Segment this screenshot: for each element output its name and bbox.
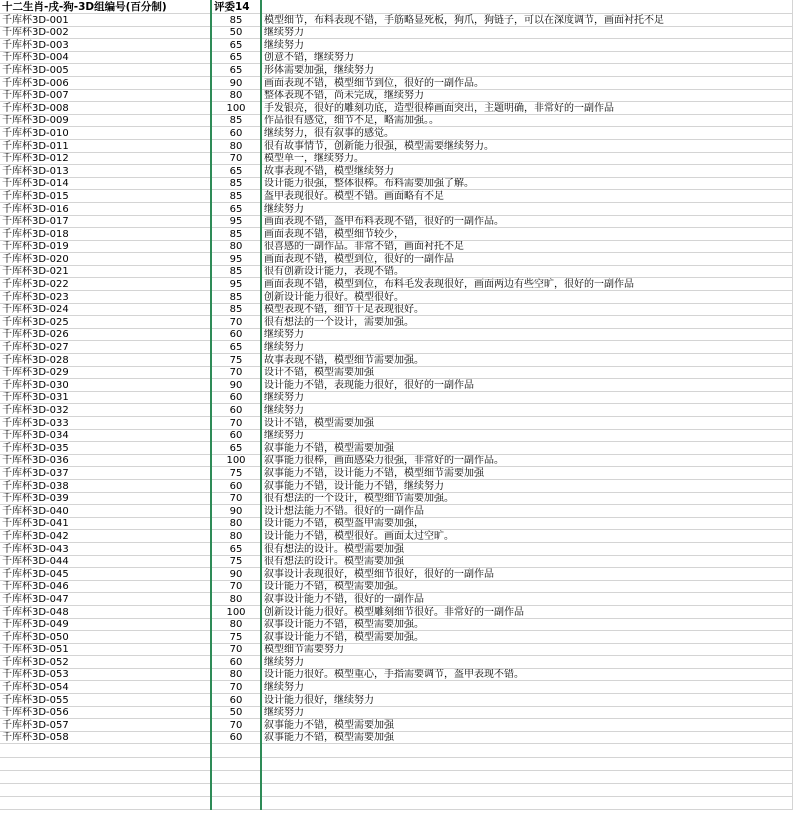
- entry-id-cell[interactable]: 千库杯3D-007: [0, 89, 211, 102]
- comment-cell[interactable]: 整体表现不错，尚未完成，继续努力: [261, 89, 793, 102]
- table-row: [0, 568, 793, 581]
- empty-cell[interactable]: [261, 757, 793, 770]
- score-cell[interactable]: 75: [211, 631, 261, 644]
- table-row: [0, 643, 793, 656]
- score-cell[interactable]: 60: [211, 479, 261, 492]
- score-cell[interactable]: 100: [211, 454, 261, 467]
- entry-id-cell[interactable]: 千库杯3D-030: [0, 379, 211, 392]
- header-comment-cell[interactable]: [261, 0, 793, 14]
- table-row: [0, 354, 793, 367]
- score-cell[interactable]: 95: [211, 253, 261, 266]
- table-row: [0, 127, 793, 140]
- entry-id-cell[interactable]: 千库杯3D-051: [0, 643, 211, 656]
- score-cell[interactable]: 80: [211, 89, 261, 102]
- entry-id-cell[interactable]: 千库杯3D-040: [0, 505, 211, 518]
- score-cell[interactable]: 70: [211, 580, 261, 593]
- empty-cell[interactable]: [261, 770, 793, 783]
- table-row: [0, 555, 793, 568]
- table-row: [0, 366, 793, 379]
- score-cell[interactable]: 80: [211, 139, 261, 152]
- table-row: [0, 165, 793, 178]
- comment-cell[interactable]: 继续努力: [261, 39, 793, 52]
- entry-id-cell[interactable]: 千库杯3D-036: [0, 454, 211, 467]
- comment-cell[interactable]: 继续努力: [261, 656, 793, 669]
- score-cell[interactable]: 70: [211, 316, 261, 329]
- score-cell[interactable]: 65: [211, 165, 261, 178]
- comment-cell[interactable]: 盔甲表现很好。模型不错。画面略有不足: [261, 190, 793, 203]
- entry-id-cell[interactable]: 千库杯3D-050: [0, 631, 211, 644]
- table-row: [0, 656, 793, 669]
- entry-id-cell[interactable]: 千库杯3D-014: [0, 177, 211, 190]
- header-score-cell[interactable]: 评委14: [211, 0, 261, 14]
- score-cell[interactable]: 65: [211, 202, 261, 215]
- entry-id-cell[interactable]: 千库杯3D-010: [0, 127, 211, 140]
- entry-id-cell[interactable]: 千库杯3D-048: [0, 605, 211, 618]
- score-cell[interactable]: 90: [211, 568, 261, 581]
- table-row: [0, 190, 793, 203]
- entry-id-cell[interactable]: 千库杯3D-032: [0, 404, 211, 417]
- comment-cell[interactable]: 叙事能力不错，设计能力不错，继续努力: [261, 479, 793, 492]
- comment-cell[interactable]: 形体需要加强，继续努力: [261, 64, 793, 77]
- comment-cell[interactable]: 设计能力很强，整体很棒。布料需要加强了解。: [261, 177, 793, 190]
- score-cell[interactable]: 90: [211, 379, 261, 392]
- table-row: [0, 240, 793, 253]
- table-row: [0, 202, 793, 215]
- comment-cell[interactable]: 继续努力: [261, 391, 793, 404]
- comment-cell[interactable]: 叙事设计表现很好，模型细节很好，很好的一副作品: [261, 568, 793, 581]
- score-cell[interactable]: 80: [211, 593, 261, 606]
- table-row: [0, 618, 793, 631]
- entry-id-cell[interactable]: 千库杯3D-057: [0, 719, 211, 732]
- comment-cell[interactable]: 创意不错，继续努力: [261, 51, 793, 64]
- score-cell[interactable]: 80: [211, 517, 261, 530]
- comment-cell[interactable]: 很有创新设计能力，表现不错。: [261, 265, 793, 278]
- entry-id-cell[interactable]: 千库杯3D-026: [0, 328, 211, 341]
- table-row: [0, 417, 793, 430]
- table-row: [0, 593, 793, 606]
- comment-cell[interactable]: 很有想法的一个设计，模型细节需要加强。: [261, 492, 793, 505]
- table-row: [0, 26, 793, 39]
- score-cell[interactable]: 90: [211, 76, 261, 89]
- entry-id-cell[interactable]: 千库杯3D-056: [0, 706, 211, 719]
- score-cell[interactable]: 70: [211, 366, 261, 379]
- table-row: [0, 228, 793, 241]
- table-row: [0, 379, 793, 392]
- score-cell[interactable]: 75: [211, 555, 261, 568]
- comment-cell[interactable]: 设计能力很好，继续努力: [261, 694, 793, 707]
- entry-id-cell[interactable]: 千库杯3D-018: [0, 228, 211, 241]
- score-cell[interactable]: 60: [211, 731, 261, 744]
- empty-row: [0, 784, 793, 797]
- score-cell[interactable]: 85: [211, 303, 261, 316]
- comment-cell[interactable]: 画面表现不错，模型细节到位，很好的一副作品。: [261, 76, 793, 89]
- entry-id-cell[interactable]: 千库杯3D-034: [0, 429, 211, 442]
- score-cell[interactable]: 60: [211, 328, 261, 341]
- comment-cell[interactable]: 很有想法的设计。模型需要加强: [261, 542, 793, 555]
- score-cell[interactable]: 70: [211, 492, 261, 505]
- empty-row: [0, 744, 793, 757]
- score-cell[interactable]: 60: [211, 127, 261, 140]
- empty-cell[interactable]: [0, 784, 211, 797]
- table-row: [0, 681, 793, 694]
- entry-id-cell[interactable]: 千库杯3D-021: [0, 265, 211, 278]
- table-row: [0, 530, 793, 543]
- table-row: [0, 64, 793, 77]
- score-cell[interactable]: 85: [211, 14, 261, 27]
- score-cell[interactable]: 85: [211, 265, 261, 278]
- entry-id-cell[interactable]: 千库杯3D-046: [0, 580, 211, 593]
- score-cell[interactable]: 80: [211, 530, 261, 543]
- entry-id-cell[interactable]: 千库杯3D-054: [0, 681, 211, 694]
- table-row: [0, 102, 793, 115]
- comment-cell[interactable]: 叙事能力不错，设计能力不错，模型细节需要加强: [261, 467, 793, 480]
- score-cell[interactable]: 85: [211, 291, 261, 304]
- table-row: [0, 341, 793, 354]
- entry-id-cell[interactable]: 千库杯3D-023: [0, 291, 211, 304]
- score-cell[interactable]: 80: [211, 240, 261, 253]
- comment-cell[interactable]: 模型细节，布料表现不错，手筋略显死板，狗爪，狗链子，可以在深度调节，画面衬托不足: [261, 14, 793, 27]
- score-cell[interactable]: 95: [211, 215, 261, 228]
- empty-cell[interactable]: [261, 744, 793, 757]
- score-cell[interactable]: 65: [211, 542, 261, 555]
- entry-id-cell[interactable]: 千库杯3D-027: [0, 341, 211, 354]
- comment-cell[interactable]: 创新设计能力很好。模型雕刻细节很好。非常好的一副作品: [261, 605, 793, 618]
- table-row: [0, 89, 793, 102]
- table-row: [0, 328, 793, 341]
- table-row: [0, 139, 793, 152]
- comment-cell[interactable]: 很有想法的一个设计，需要加强。: [261, 316, 793, 329]
- table-row: [0, 580, 793, 593]
- table-row: [0, 517, 793, 530]
- entry-id-cell[interactable]: 千库杯3D-044: [0, 555, 211, 568]
- empty-cell[interactable]: [0, 770, 211, 783]
- table-row: [0, 668, 793, 681]
- comment-cell[interactable]: 故事表现不错，模型继续努力: [261, 165, 793, 178]
- score-cell[interactable]: 60: [211, 391, 261, 404]
- score-cell[interactable]: 65: [211, 39, 261, 52]
- comment-cell[interactable]: 设计能力不错，表现能力很好，很好的一副作品: [261, 379, 793, 392]
- empty-cell[interactable]: [261, 797, 793, 810]
- table-row: [0, 631, 793, 644]
- score-cell[interactable]: 70: [211, 417, 261, 430]
- table-row: [0, 215, 793, 228]
- entry-id-cell[interactable]: 千库杯3D-020: [0, 253, 211, 266]
- table-row: [0, 605, 793, 618]
- comment-cell[interactable]: 继续努力: [261, 202, 793, 215]
- table-row: [0, 454, 793, 467]
- comment-cell[interactable]: 继续努力: [261, 26, 793, 39]
- comment-cell[interactable]: 继续努力: [261, 429, 793, 442]
- comment-cell[interactable]: 叙事能力不错，模型需要加强: [261, 442, 793, 455]
- table-row: [0, 442, 793, 455]
- entry-id-cell[interactable]: 千库杯3D-009: [0, 114, 211, 127]
- comment-cell[interactable]: 叙事能力不错，模型需要加强: [261, 731, 793, 744]
- entry-id-cell[interactable]: 千库杯3D-055: [0, 694, 211, 707]
- entry-id-cell[interactable]: 千库杯3D-042: [0, 530, 211, 543]
- score-cell[interactable]: 70: [211, 152, 261, 165]
- score-cell[interactable]: 60: [211, 404, 261, 417]
- table-row: [0, 253, 793, 266]
- entry-id-cell[interactable]: 千库杯3D-045: [0, 568, 211, 581]
- entry-id-cell[interactable]: 千库杯3D-002: [0, 26, 211, 39]
- score-cell[interactable]: 60: [211, 694, 261, 707]
- score-cell[interactable]: 50: [211, 26, 261, 39]
- score-cell[interactable]: 70: [211, 719, 261, 732]
- entry-id-cell[interactable]: 千库杯3D-008: [0, 102, 211, 115]
- header-id-cell[interactable]: 十二生肖-戌-狗-3D组编号(百分制): [0, 0, 211, 14]
- entry-id-cell[interactable]: 千库杯3D-015: [0, 190, 211, 203]
- table-row: [0, 404, 793, 417]
- comment-cell[interactable]: 设计能力不错，模型盔甲需要加强，: [261, 517, 793, 530]
- entry-id-cell[interactable]: 千库杯3D-017: [0, 215, 211, 228]
- comment-cell[interactable]: 继续努力: [261, 681, 793, 694]
- comment-cell[interactable]: 叙事设计能力不错，模型需要加强。: [261, 631, 793, 644]
- comment-cell[interactable]: 模型细节需要努力: [261, 643, 793, 656]
- table-row: [0, 114, 793, 127]
- score-cell[interactable]: 85: [211, 190, 261, 203]
- empty-cell[interactable]: [0, 757, 211, 770]
- entry-id-cell[interactable]: 千库杯3D-016: [0, 202, 211, 215]
- table-row: [0, 694, 793, 707]
- score-cell[interactable]: 100: [211, 605, 261, 618]
- score-cell[interactable]: 50: [211, 706, 261, 719]
- score-cell[interactable]: 75: [211, 354, 261, 367]
- entry-id-cell[interactable]: 千库杯3D-028: [0, 354, 211, 367]
- table-row: [0, 467, 793, 480]
- comment-cell[interactable]: 创新设计能力很好。模型很好。: [261, 291, 793, 304]
- entry-id-cell[interactable]: 千库杯3D-053: [0, 668, 211, 681]
- score-cell[interactable]: 65: [211, 442, 261, 455]
- comment-cell[interactable]: 很有故事情节，创新能力很强，模型需要继续努力。: [261, 139, 793, 152]
- entry-id-cell[interactable]: 千库杯3D-001: [0, 14, 211, 27]
- comment-cell[interactable]: 模型单一，继续努力。: [261, 152, 793, 165]
- score-cell[interactable]: 90: [211, 505, 261, 518]
- table-row: [0, 76, 793, 89]
- table-row: [0, 265, 793, 278]
- empty-cell[interactable]: [211, 770, 261, 783]
- score-cell[interactable]: 70: [211, 681, 261, 694]
- table-row: [0, 303, 793, 316]
- score-cell[interactable]: 65: [211, 51, 261, 64]
- comment-cell[interactable]: 画面表现不错，模型细节较少，: [261, 228, 793, 241]
- comment-cell[interactable]: 叙事能力不错，模型需要加强: [261, 719, 793, 732]
- score-cell[interactable]: 60: [211, 429, 261, 442]
- empty-cell[interactable]: [261, 784, 793, 797]
- table-row: [0, 719, 793, 732]
- comment-cell[interactable]: 设计能力不错，模型需要加强。: [261, 580, 793, 593]
- table-row: [0, 316, 793, 329]
- score-cell[interactable]: 80: [211, 668, 261, 681]
- entry-id-cell[interactable]: 千库杯3D-019: [0, 240, 211, 253]
- entry-id-cell[interactable]: 千库杯3D-038: [0, 479, 211, 492]
- table-row: [0, 479, 793, 492]
- comment-cell[interactable]: 很有想法的设计。模型需要加强: [261, 555, 793, 568]
- entry-id-cell[interactable]: 千库杯3D-005: [0, 64, 211, 77]
- entry-id-cell[interactable]: 千库杯3D-039: [0, 492, 211, 505]
- entry-id-cell[interactable]: 千库杯3D-047: [0, 593, 211, 606]
- empty-row: [0, 757, 793, 770]
- table-row: [0, 39, 793, 52]
- score-cell[interactable]: 85: [211, 177, 261, 190]
- table-row: [0, 505, 793, 518]
- comment-cell[interactable]: 继续努力: [261, 341, 793, 354]
- comment-cell[interactable]: 继续努力: [261, 706, 793, 719]
- entry-id-cell[interactable]: 千库杯3D-058: [0, 731, 211, 744]
- comment-cell[interactable]: 继续努力，很有叙事的感觉。: [261, 127, 793, 140]
- table-row: [0, 51, 793, 64]
- table-row: [0, 706, 793, 719]
- score-cell[interactable]: 95: [211, 278, 261, 291]
- entry-id-cell[interactable]: 千库杯3D-006: [0, 76, 211, 89]
- empty-cell[interactable]: [211, 757, 261, 770]
- comment-cell[interactable]: 设计能力很好。模型重心，手指需要调节，盔甲表现不错。: [261, 668, 793, 681]
- entry-id-cell[interactable]: 千库杯3D-004: [0, 51, 211, 64]
- entry-id-cell[interactable]: 千库杯3D-041: [0, 517, 211, 530]
- comment-cell[interactable]: 作品很有感觉，细节不足，略需加强。。: [261, 114, 793, 127]
- comment-cell[interactable]: 画面表现不错，模型到位，很好的一副作品: [261, 253, 793, 266]
- comment-cell[interactable]: 模型表现不错，细节十足表现很好。: [261, 303, 793, 316]
- score-cell[interactable]: 65: [211, 64, 261, 77]
- entry-id-cell[interactable]: 千库杯3D-011: [0, 139, 211, 152]
- comment-cell[interactable]: 叙事设计能力不错，模型需要加强。: [261, 618, 793, 631]
- comment-cell[interactable]: 设计不错，模型需要加强: [261, 366, 793, 379]
- entry-id-cell[interactable]: 千库杯3D-033: [0, 417, 211, 430]
- entry-id-cell[interactable]: 千库杯3D-013: [0, 165, 211, 178]
- header-row: [0, 0, 793, 14]
- comment-cell[interactable]: 设计想法能力不错。很好的一副作品: [261, 505, 793, 518]
- empty-cell[interactable]: [211, 797, 261, 810]
- comment-cell[interactable]: 设计不错，模型需要加强: [261, 417, 793, 430]
- empty-row: [0, 770, 793, 783]
- comment-cell[interactable]: 叙事设计能力不错，很好的一副作品: [261, 593, 793, 606]
- table-row: [0, 731, 793, 744]
- table-row: [0, 177, 793, 190]
- table-row: [0, 291, 793, 304]
- table-row: [0, 278, 793, 291]
- comment-cell[interactable]: 叙事能力很棒，画面感染力很强，非常好的一副作品。: [261, 454, 793, 467]
- comment-cell[interactable]: 设计能力不错，模型很好。画面太过空旷。: [261, 530, 793, 543]
- entry-id-cell[interactable]: 千库杯3D-037: [0, 467, 211, 480]
- comment-cell[interactable]: 继续努力: [261, 328, 793, 341]
- entry-id-cell[interactable]: 千库杯3D-025: [0, 316, 211, 329]
- comment-cell[interactable]: 画面表现不错，盔甲布料表现不错，很好的一副作品。: [261, 215, 793, 228]
- comment-cell[interactable]: 故事表现不错，模型细节需要加强。: [261, 354, 793, 367]
- comment-cell[interactable]: 手发银亮，很好的雕刻功底，造型很棒画面突出，主题明确，非常好的一副作品: [261, 102, 793, 115]
- score-cell[interactable]: 85: [211, 228, 261, 241]
- comment-cell[interactable]: 继续努力: [261, 404, 793, 417]
- comment-cell[interactable]: 很喜感的一副作品。非常不错，画面衬托不足: [261, 240, 793, 253]
- score-cell[interactable]: 70: [211, 643, 261, 656]
- empty-cell[interactable]: [211, 744, 261, 757]
- entry-id-cell[interactable]: 千库杯3D-049: [0, 618, 211, 631]
- table-row: [0, 492, 793, 505]
- table-row: [0, 14, 793, 27]
- empty-cell[interactable]: [211, 784, 261, 797]
- score-cell[interactable]: 65: [211, 341, 261, 354]
- score-cell[interactable]: 100: [211, 102, 261, 115]
- entry-id-cell[interactable]: 千库杯3D-052: [0, 656, 211, 669]
- entry-id-cell[interactable]: 千库杯3D-003: [0, 39, 211, 52]
- score-cell[interactable]: 60: [211, 656, 261, 669]
- entry-id-cell[interactable]: 千库杯3D-043: [0, 542, 211, 555]
- entry-id-cell[interactable]: 千库杯3D-029: [0, 366, 211, 379]
- entry-id-cell[interactable]: 千库杯3D-031: [0, 391, 211, 404]
- table-row: [0, 391, 793, 404]
- score-cell[interactable]: 85: [211, 114, 261, 127]
- empty-cell[interactable]: [0, 797, 211, 810]
- table-row: [0, 152, 793, 165]
- entry-id-cell[interactable]: 千库杯3D-022: [0, 278, 211, 291]
- table-row: [0, 429, 793, 442]
- entry-id-cell[interactable]: 千库杯3D-012: [0, 152, 211, 165]
- table-row: [0, 542, 793, 555]
- empty-row: [0, 797, 793, 810]
- comment-cell[interactable]: 画面表现不错，模型到位，布料毛发表现很好，画面两边有些空旷，很好的一副作品: [261, 278, 793, 291]
- entry-id-cell[interactable]: 千库杯3D-035: [0, 442, 211, 455]
- entry-id-cell[interactable]: 千库杯3D-024: [0, 303, 211, 316]
- score-cell[interactable]: 80: [211, 618, 261, 631]
- score-cell[interactable]: 75: [211, 467, 261, 480]
- empty-cell[interactable]: [0, 744, 211, 757]
